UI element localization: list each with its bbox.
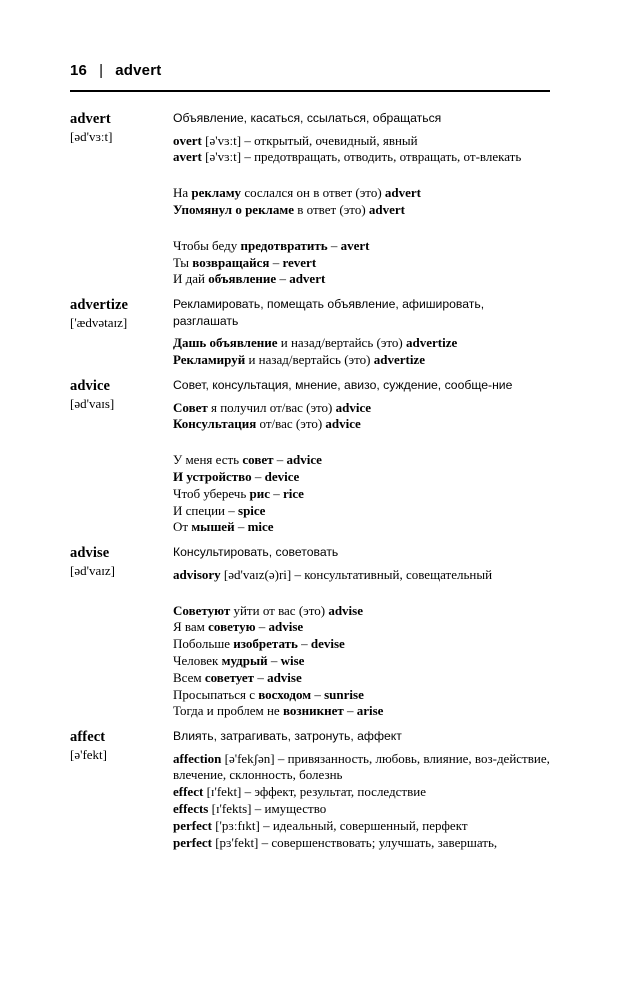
group-spacer (173, 166, 552, 179)
entry-group (173, 751, 552, 852)
headword: advice (70, 377, 111, 394)
dictionary-entry (70, 110, 552, 288)
entry-group (173, 603, 552, 721)
pronunciation: [əd'vaɪz] (70, 563, 115, 579)
pronunciation: [ə'fekt] (70, 747, 107, 763)
entry-line: У меня есть совет – advice (173, 452, 322, 468)
entry-line: Побольше изобретать – devise (173, 636, 345, 652)
pronunciation: [əd'vɜːt] (70, 129, 113, 144)
headword: advertize (70, 297, 129, 314)
entry-line: effects [ɪ'fekts] – имущество (173, 801, 327, 817)
entry-group (173, 400, 552, 434)
entry-group (173, 133, 552, 167)
entry-body (173, 544, 552, 720)
entry-line: Консультация от/вас (это) advice (173, 416, 361, 432)
headword: advise (70, 545, 110, 562)
entry-body (173, 110, 552, 288)
entry-group (173, 238, 552, 288)
headword-column (70, 377, 173, 412)
entry-line: Тогда и проблем не возникнет – arise (173, 703, 384, 719)
entry-gloss: Объявление, касаться, ссылаться, обращаться (173, 111, 442, 125)
entry-line: Дашь объявление и назад/вертайсь (это) advertize (173, 335, 458, 351)
entry-spacer (70, 720, 552, 728)
entry-gloss: Совет, консультация, мнение, авизо, суждение, сообще-ние (173, 377, 513, 392)
entry-line: Человек мудрый – wise (173, 652, 305, 668)
entry-gloss: Рекламировать, помещать объявление, афишировать, разглашать (173, 297, 485, 328)
entry-line: Совет я получил от/вас (это) advice (173, 399, 372, 415)
entry-line: На рекламу сослался он в ответ (это) advert (173, 185, 422, 201)
entry-line: Упомянул о рекламе в ответ (это) advert (173, 201, 406, 217)
headword-column (70, 296, 173, 331)
entry-line: perfect [pɜ'fekt] – совершенствовать; улучшать, завершать, (173, 834, 498, 850)
entry-line: Рекламируй и назад/вертайсь (это) advertize (173, 352, 425, 368)
running-head: advert (115, 62, 162, 79)
entry-line: Чтобы беду предотвратить – avert (173, 237, 370, 253)
entry-gloss: Консультировать, советовать (173, 545, 339, 560)
entry-body (173, 728, 552, 851)
entry-line: И специи – spice (173, 502, 266, 518)
entry-line: overt [ə'vɜːt] – открытый, очевидный, явный (173, 132, 418, 148)
dictionary-entry (70, 296, 552, 369)
entry-line: affection [ə'fekʃən] – привязанность, любовь, влияние, воз-действие, влечение, склонность, болезнь (173, 750, 550, 783)
entry-line: Я вам советую – advise (173, 619, 304, 635)
entries-container (70, 110, 552, 851)
headword-column (70, 110, 173, 145)
entry-gloss: Влиять, затрагивать, затронуть, аффект (173, 729, 402, 744)
page-number: 16 (70, 62, 88, 79)
headword-column (70, 544, 173, 579)
entry-group (173, 567, 552, 584)
header-rule (70, 90, 550, 92)
group-spacer (173, 433, 552, 446)
entry-line: avert [ə'vɜːt] – предотвращать, отводить, отвращать, от-влекать (173, 149, 522, 165)
entry-spacer (70, 536, 552, 544)
entry-line: Ты возвращайся – revert (173, 254, 317, 270)
entry-spacer (70, 369, 552, 377)
entry-line: Чтоб уберечь рис – rice (173, 485, 304, 501)
entry-line: От мышей – mice (173, 519, 274, 535)
headword: advert (70, 111, 111, 127)
header-separator: | (99, 62, 104, 79)
pronunciation: ['ædvətaɪz] (70, 315, 128, 331)
dictionary-entry (70, 728, 552, 851)
pronunciation: [əd'vaɪs] (70, 395, 115, 411)
entry-line: perfect ['pɜːfɪkt] – идеальный, совершенный, перфект (173, 817, 468, 833)
entry-line: И устройство – device (173, 468, 300, 484)
entry-spacer (70, 288, 552, 296)
page-header (70, 62, 550, 79)
entry-group (173, 335, 552, 369)
dictionary-entry (70, 377, 552, 536)
entry-line: Всем советует – advise (173, 669, 302, 685)
entry-group (173, 185, 552, 219)
entry-line: advisory [əd'vaɪz(ə)ri] – консультативный, совещательный (173, 566, 493, 582)
entry-line: effect [ɪ'fekt] – эффект, результат, последствие (173, 784, 426, 800)
entry-line: Просыпаться с восходом – sunrise (173, 686, 364, 702)
entry-group (173, 452, 552, 536)
entry-body (173, 377, 552, 536)
dictionary-entry (70, 544, 552, 720)
group-spacer (173, 584, 552, 597)
headword: affect (70, 729, 106, 746)
entry-line: И дай объявление – advert (173, 271, 326, 287)
entry-body (173, 296, 552, 369)
entry-line: Советуют уйти от вас (это) advise (173, 602, 363, 618)
group-spacer (173, 219, 552, 232)
headword-column (70, 728, 173, 763)
